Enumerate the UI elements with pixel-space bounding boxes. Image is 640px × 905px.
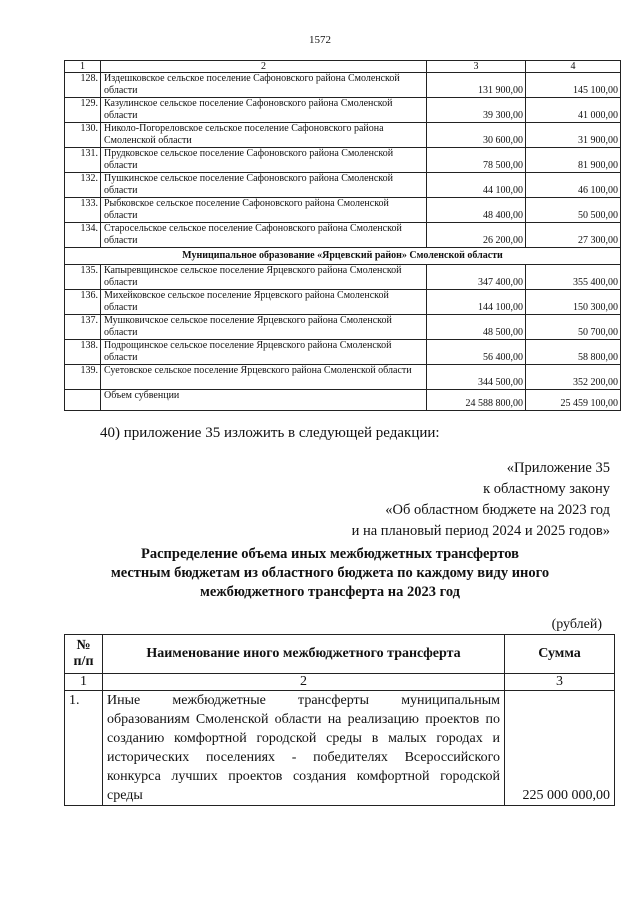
settlement-name: Старосельское сельское поселение Сафоновского района Смоленской области [101, 223, 427, 248]
table-row [65, 315, 621, 340]
amount-2023: 30 600,00 [427, 123, 526, 148]
settlement-name: Николо-Погореловское сельское поселение Сафоновского района Смоленской области [101, 123, 427, 148]
header-num-line: п/п [73, 654, 94, 669]
amount-2024: 352 200,00 [526, 365, 621, 390]
row-number: 134. [65, 223, 101, 248]
settlement-name: Капыревщинское сельское поселение Ярцевского района Смоленской области [101, 265, 427, 290]
row-number: 131. [65, 148, 101, 173]
row-number: 1. [65, 691, 103, 806]
table-row [65, 198, 621, 223]
amount-2023: 48 500,00 [427, 315, 526, 340]
amount-2024: 27 300,00 [526, 223, 621, 248]
total-label: Объем субвенции [101, 390, 427, 411]
amount-2023: 344 500,00 [427, 365, 526, 390]
settlement-name: Пушкинское сельское поселение Сафоновского района Смоленской области [101, 173, 427, 198]
page-number: 1572 [309, 34, 331, 46]
document-title [60, 545, 600, 602]
row-number: 135. [65, 265, 101, 290]
transfer-amount: 225 000 000,00 [505, 691, 615, 806]
header-num-line: № [76, 638, 91, 653]
appendix-line: «Приложение 35 [506, 460, 610, 476]
table-row [65, 73, 621, 98]
column-number: 4 [526, 61, 621, 73]
table-row [65, 148, 621, 173]
amount-2023: 26 200,00 [427, 223, 526, 248]
table-row [65, 340, 621, 365]
amount-2024: 145 100,00 [526, 73, 621, 98]
settlement-name: Суетовское сельское поселение Ярцевского района Смоленской области [101, 365, 427, 390]
column-number: 2 [101, 61, 427, 73]
amendment-instruction: 40) приложение 35 изложить в следующей редакции: [100, 425, 440, 441]
column-number: 2 [103, 674, 505, 691]
section-title: Муниципальное образование «Ярцевский район» Смоленской области [65, 248, 621, 265]
column-number: 3 [505, 674, 615, 691]
settlement-name: Рыбковское сельское поселение Сафоновского района Смоленской области [101, 198, 427, 223]
row-number: 132. [65, 173, 101, 198]
subvention-table [64, 60, 621, 411]
table-row [65, 265, 621, 290]
title-line: местным бюджетам из областного бюджета по каждому виду иного [110, 565, 550, 581]
amount-2024: 355 400,00 [526, 265, 621, 290]
appendix-line: к областному закону [483, 481, 610, 497]
empty-cell [65, 390, 101, 411]
table-column-numbers [65, 674, 615, 691]
row-number: 137. [65, 315, 101, 340]
amount-2024: 41 000,00 [526, 98, 621, 123]
amount-2023: 48 400,00 [427, 198, 526, 223]
row-number: 136. [65, 290, 101, 315]
header-sum: Сумма [505, 635, 615, 674]
amount-2023: 56 400,00 [427, 340, 526, 365]
amount-2023: 131 900,00 [427, 73, 526, 98]
table-row [65, 290, 621, 315]
amount-2024: 46 100,00 [526, 173, 621, 198]
row-number: 139. [65, 365, 101, 390]
amount-2024: 58 800,00 [526, 340, 621, 365]
table-row [65, 223, 621, 248]
column-number: 1 [65, 61, 101, 73]
amount-2024: 81 900,00 [526, 148, 621, 173]
table-row [65, 123, 621, 148]
amount-2023: 39 300,00 [427, 98, 526, 123]
title-line: Распределение объема иных межбюджетных трансфертов [140, 546, 519, 562]
amount-2023: 78 500,00 [427, 148, 526, 173]
total-2024: 25 459 100,00 [526, 390, 621, 411]
amount-2024: 150 300,00 [526, 290, 621, 315]
appendix-heading [190, 458, 610, 542]
row-number: 128. [65, 73, 101, 98]
amount-2023: 144 100,00 [427, 290, 526, 315]
amount-2024: 31 900,00 [526, 123, 621, 148]
column-number: 3 [427, 61, 526, 73]
table-column-numbers [65, 61, 621, 73]
table-header [65, 635, 615, 674]
table-row [65, 98, 621, 123]
amount-2024: 50 700,00 [526, 315, 621, 340]
settlement-name: Казулинское сельское поселение Сафоновского района Смоленской области [101, 98, 427, 123]
amount-2023: 44 100,00 [427, 173, 526, 198]
settlement-name: Прудковское сельское поселение Сафоновского района Смоленской области [101, 148, 427, 173]
header-num [65, 635, 103, 674]
table-row [65, 365, 621, 390]
column-number: 1 [65, 674, 103, 691]
total-2023: 24 588 800,00 [427, 390, 526, 411]
settlement-name: Издешковское сельское поселение Сафоновского района Смоленской области [101, 73, 427, 98]
transfer-name: Иные межбюджетные трансферты муниципальным образованиям Смоленской области на реализацию проектов по созданию комфортной городской среды в малых городах и исторических поселениях - победителях Всероссийского конкурса лучших проектов создания комфортной городской среды [103, 691, 505, 806]
appendix-line: «Об областном бюджете на 2023 год [385, 502, 610, 518]
appendix-line: и на плановый период 2024 и 2025 годов» [351, 523, 610, 539]
total-row [65, 390, 621, 411]
row-number: 133. [65, 198, 101, 223]
title-line: межбюджетного трансферта на 2023 год [199, 584, 461, 600]
amount-2023: 347 400,00 [427, 265, 526, 290]
settlement-name: Михейковское сельское поселение Ярцевского района Смоленской области [101, 290, 427, 315]
settlement-name: Подрощинское сельское поселение Ярцевского района Смоленской области [101, 340, 427, 365]
section-row [65, 248, 621, 265]
amount-2024: 50 500,00 [526, 198, 621, 223]
row-number: 130. [65, 123, 101, 148]
header-name: Наименование иного межбюджетного трансферта [103, 635, 505, 674]
settlement-name: Мушковичское сельское поселение Ярцевского района Смоленской области [101, 315, 427, 340]
table-row [65, 173, 621, 198]
transfer-table [64, 634, 615, 806]
units-label: (рублей) [551, 617, 602, 632]
row-number: 129. [65, 98, 101, 123]
table-row [65, 691, 615, 806]
row-number: 138. [65, 340, 101, 365]
